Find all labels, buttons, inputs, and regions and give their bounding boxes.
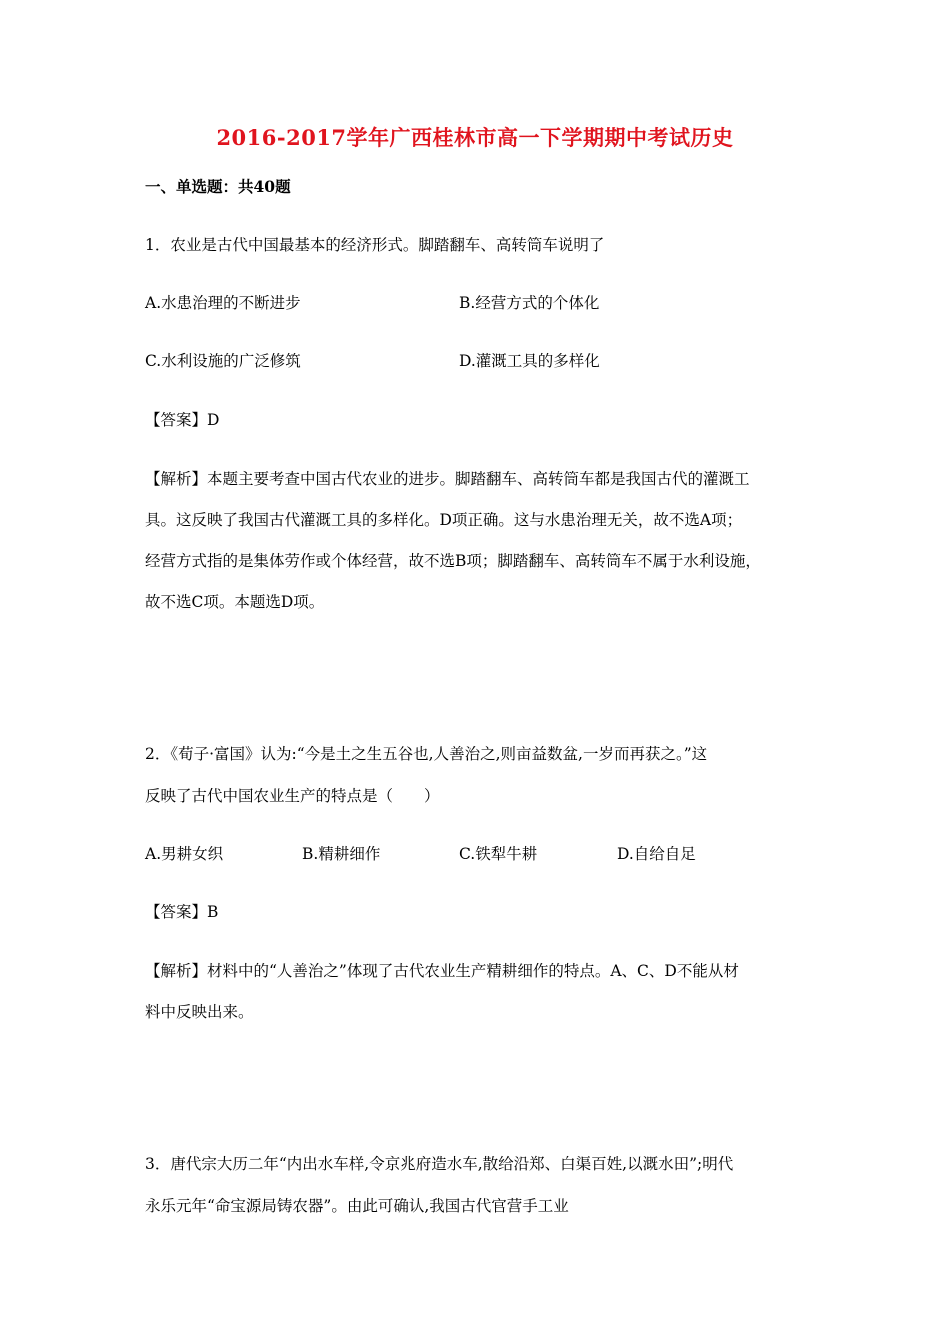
question-1-stem: 1．农业是古代中国最基本的经济形式。脚踏翻车、高转筒车说明了 [145,236,605,254]
question-1-option-a: A.水患治理的不断进步 [145,294,301,312]
question-2-stem-line: 2．《荀子·富国》认为:“今是土之生五谷也,人善治之,则亩益数盆,一岁而再获之。”这 [145,745,708,763]
question-2-stem-line: 反映了古代中国农业生产的特点是（ ） [145,787,440,805]
question-1-option-d: D.灌溉工具的多样化 [459,352,600,370]
question-2-option-a: A.男耕女织 [145,845,224,863]
question-1-option-c: C.水利设施的广泛修筑 [145,352,301,370]
question-2-answer: 【答案】B [145,903,219,921]
question-3-stem-line: 永乐元年“命宝源局铸农器”。由此可确认,我国古代官营手工业 [145,1197,569,1215]
question-2-option-c: C.铁犁牛耕 [459,845,538,863]
question-1-analysis-line: 经营方式指的是集体劳作或个体经营，故不选B项；脚踏翻车、高转筒车不属于水利设施， [145,552,761,570]
question-2-option-b: B.精耕细作 [302,845,381,863]
question-1-answer: 【答案】D [145,411,220,429]
question-1-analysis-line: 故不选C项。本题选D项。 [145,593,325,611]
document-title: 2016-2017学年广西桂林市高一下学期期中考试历史 [216,125,734,150]
question-3-stem-line: 3．唐代宗大历二年“内出水车样,令京兆府造水车,散给沿郑、白渠百姓,以溉水田”;明代 [145,1155,734,1173]
question-2-analysis-line: 料中反映出来。 [145,1003,254,1021]
question-2-analysis-line: 【解析】材料中的“人善治之”体现了古代农业生产精耕细作的特点。A、C、D不能从材 [145,962,739,980]
section-heading: 一、单选题：共40题 [145,177,291,196]
question-1-analysis-line: 具。这反映了我国古代灌溉工具的多样化。D项正确。这与水患治理无关，故不选A项； [145,511,743,529]
question-2-option-d: D.自给自足 [617,845,696,863]
question-1-option-b: B.经营方式的个体化 [459,294,600,312]
question-1-analysis-line: 【解析】本题主要考查中国古代农业的进步。脚踏翻车、高转筒车都是我国古代的灌溉工 [145,470,750,488]
